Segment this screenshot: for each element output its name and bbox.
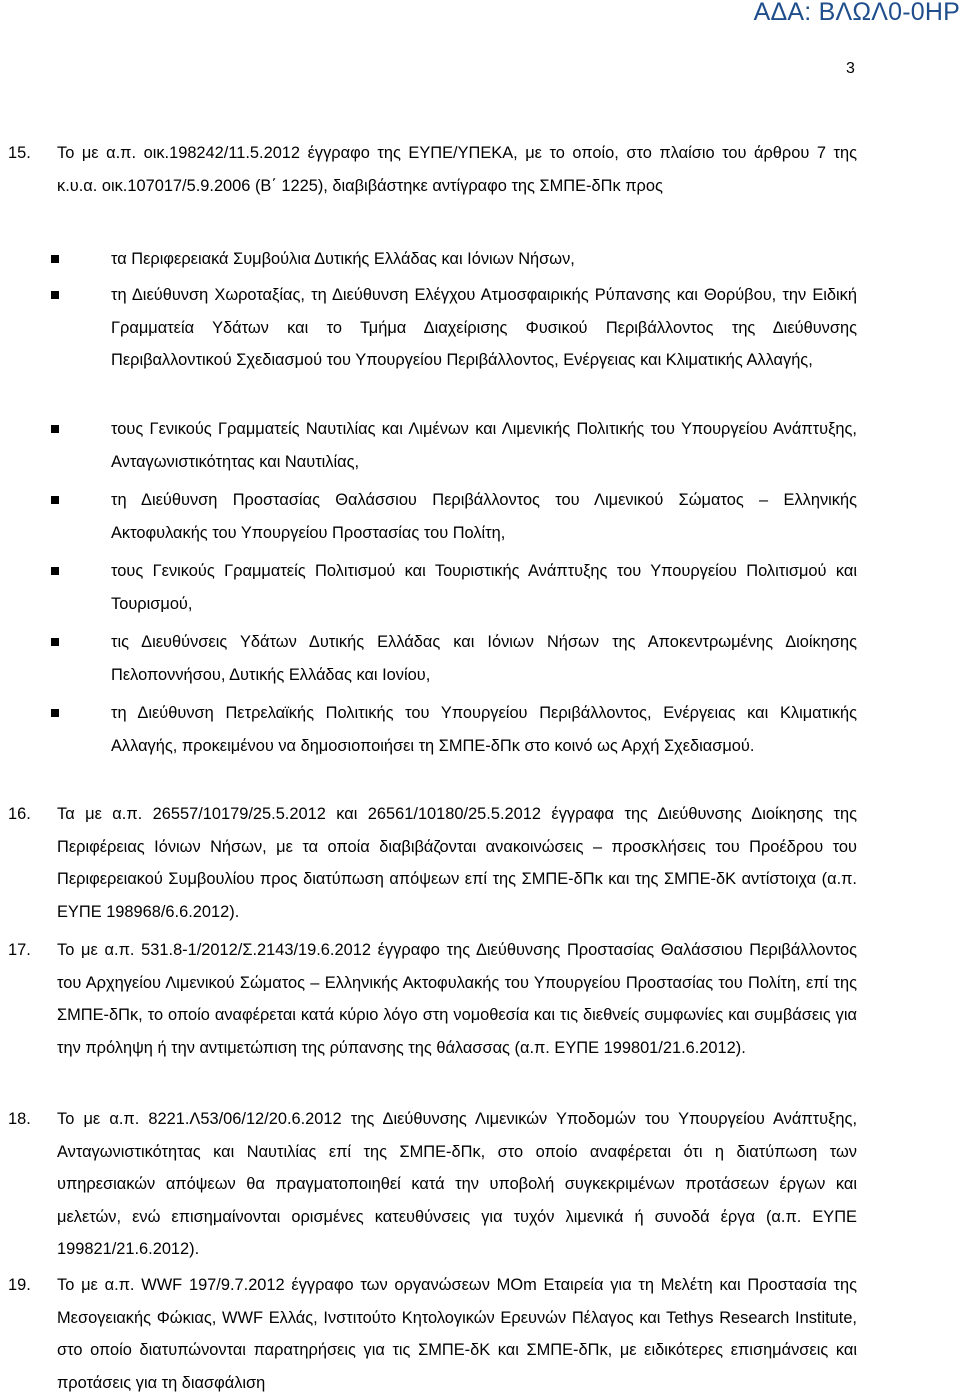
ada-code: ΑΔΑ: ΒΛΩΛ0-0ΗΡ [753,0,960,26]
bullet-text: τους Γενικούς Γραμματείς Ναυτιλίας και Λιμένων και Λιμενικής Πολιτικής του Υπουργείου Ανάπτυξης, Ανταγωνιστικότητας και Ναυτιλίας, [111,420,857,471]
bullet-text: τη Διεύθυνση Προστασίας Θαλάσσιου Περιβάλλοντος του Λιμενικού Σώματος – Ελληνικής Ακτοφυλακής του Υπουργείου Προστασίας του Πολίτη, [111,491,857,542]
bullet-square-icon [51,425,59,433]
bullet-text: τα Περιφερειακά Συμβούλια Δυτικής Ελλάδας και Ιόνιων Νήσων, [111,250,575,268]
bullet-square-icon [51,255,59,263]
bullet-text: τη Διεύθυνση Χωροταξίας, τη Διεύθυνση Ελέγχου Ατμοσφαιρικής Ρύπανσης και Θορύβου, την Ειδική Γραμματεία Υδάτων και το Τμήμα Διαχείρισης Φυσικού Περιβάλλοντος της Διεύθυνσης Περιβαλλοντικού Σχεδιασμού του Υπουργείου Περιβάλλοντος, Ενέργειας και Κλιματικής Αλλαγής, [111,286,857,369]
item-number: 19. [8,1276,31,1294]
item-text: Το με α.π. οικ.198242/11.5.2012 έγγραφο της ΕΥΠΕ/ΥΠΕΚΑ, με το οποίο, στο πλαίσιο του άρθρου 7 της κ.υ.α. οικ.107017/5.9.2006 (Β΄ 1225), διαβιβάστηκε αντίγραφο της ΣΜΠΕ-δΠκ προς [57,144,857,195]
bullet-square-icon [51,638,59,646]
item-text: Τα με α.π. 26557/10179/25.5.2012 και 26561/10180/25.5.2012 έγγραφα της Διεύθυνσης Διοίκησης της Περιφέρειας Ιόνιων Νήσων, με τα οποία διαβιβάζονται ανακοινώσεις – προσκλήσεις του Προέδρου του Περιφερειακού Συμβουλίου προς διατύπωση απόψεων επί της ΣΜΠΕ-δΠκ και της ΣΜΠΕ-δΚ αντίστοιχα (α.π. ΕΥΠΕ 198968/6.6.2012). [57,805,857,921]
item-text: Το με α.π. WWF 197/9.7.2012 έγγραφο των οργανώσεων ΜΟm Εταιρεία για τη Μελέτη και Προστασία της Μεσογειακής Φώκιας, WWF Ελλάς, Ινστιτούτο Κητολογικών Ερευνών Πέλαγος και Tethys Research Institute, στο οποίο διατυπώνονται παρατηρήσεις για τις ΣΜΠΕ-δΚ και ΣΜΠΕ-δΠκ, με ειδικότερες επισημάνσεις και προτάσεις για τη διασφάλιση [57,1276,857,1392]
bullet-text: τους Γενικούς Γραμματείς Πολιτισμού και Τουριστικής Ανάπτυξης του Υπουργείου Πολιτισμού και Τουρισμού, [111,562,857,613]
bullet-square-icon [51,291,59,299]
item-text: Το με α.π. 531.8-1/2012/Σ.2143/19.6.2012 έγγραφο της Διεύθυνσης Προστασίας Θαλάσσιου Περιβάλλοντος του Αρχηγείου Λιμενικού Σώματος – Ελληνικής Ακτοφυλακής του Υπουργείου Προστασίας του Πολίτη, επί της ΣΜΠΕ-δΠκ, το οποίο αναφέρεται κατά κύριο λόγο στη νομοθεσία και τις διεθνείς συμφωνίες και συμβάσεις για την πρόληψη ή την αντιμετώπιση της ρύπανσης της θάλασσας (α.π. ΕΥΠΕ 199801/21.6.2012). [57,941,857,1057]
item-number: 15. [8,144,31,162]
bullet-square-icon [51,496,59,504]
page-number: 3 [846,60,855,77]
bullet-text: τις Διευθύνσεις Υδάτων Δυτικής Ελλάδας και Ιόνιων Νήσων της Αποκεντρωμένης Διοίκησης Πελοποννήσου, Δυτικής Ελλάδας και Ιονίου, [111,633,857,684]
item-number: 17. [8,941,31,959]
bullet-text: τη Διεύθυνση Πετρελαϊκής Πολιτικής του Υπουργείου Περιβάλλοντος, Ενέργειας και Κλιματικής Αλλαγής, προκειμένου να δημοσιοποιήσει τη ΣΜΠΕ-δΠκ στο κοινό ως Αρχή Σχεδιασμού. [111,704,857,755]
item-text: Το με α.π. 8221.Λ53/06/12/20.6.2012 της Διεύθυνσης Λιμενικών Υποδομών του Υπουργείου Ανάπτυξης, Ανταγωνιστικότητας και Ναυτιλίας επί της ΣΜΠΕ-δΠκ, στο οποίο αναφέρεται ότι η διατύπωση των υπηρεσιακών απόψεων θα πραγματοποιηθεί κατά την υποβολή συγκεκριμένων προτάσεων έργων και μελετών, ενώ επισημαίνονται ορισμένες κατευθύνσεις για τυχόν λιμενικά ή συνοδά έργα (α.π. ΕΥΠΕ 199821/21.6.2012). [57,1110,857,1258]
bullet-square-icon [51,709,59,717]
bullet-square-icon [51,567,59,575]
item-number: 18. [8,1110,31,1128]
item-number: 16. [8,805,31,823]
